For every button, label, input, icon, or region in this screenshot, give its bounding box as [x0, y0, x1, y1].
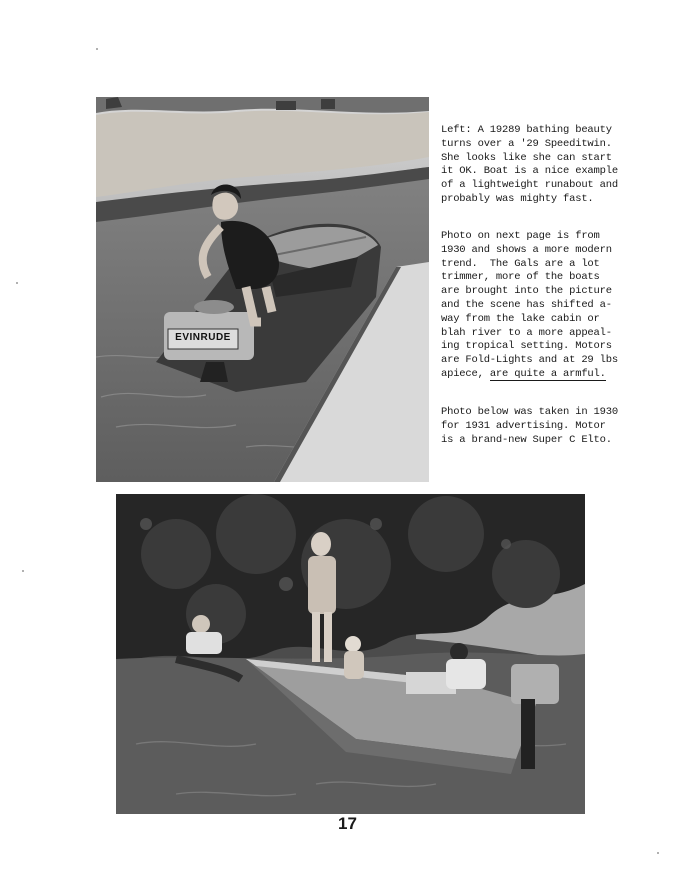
photo-elto-advertising — [116, 494, 585, 814]
photo-bathing-beauty-evinrude — [96, 97, 429, 482]
page-number: 17 — [338, 814, 357, 833]
caption-middle-text: Photo on next page is from 1930 and shows a more modern trend. The Gals are a lot trimmer, more of the boats are brought into the picture and the scene has shifted a- way from the lake cabin or blah river to a more appeal- ing tropical setting. Motors are Fold-Lights and at 29 lbs apiece, — [441, 230, 618, 380]
evinrude-motor-label: EVINRUDE — [175, 332, 231, 343]
photo-top-illustration — [96, 97, 429, 482]
caption-bottom-photo: Photo below was taken in 1930 for 1931 advertising. Motor is a brand-new Super C Elto. — [441, 406, 618, 446]
caption-top-photo: Left: A 19289 bathing beauty turns over a '29 Speeditwin. She looks like she can start it OK. Boat is a nice example of a lightweight runabout and probably was mighty fast. — [441, 124, 618, 205]
photo-bottom-illustration — [116, 494, 585, 814]
scan-speck — [22, 570, 24, 572]
caption-next-page-photo — [441, 230, 656, 382]
scan-speck — [16, 282, 18, 284]
caption-underlined-phrase: are quite a armful. — [489, 367, 606, 380]
scan-speck — [657, 852, 659, 854]
scan-speck — [96, 48, 98, 50]
